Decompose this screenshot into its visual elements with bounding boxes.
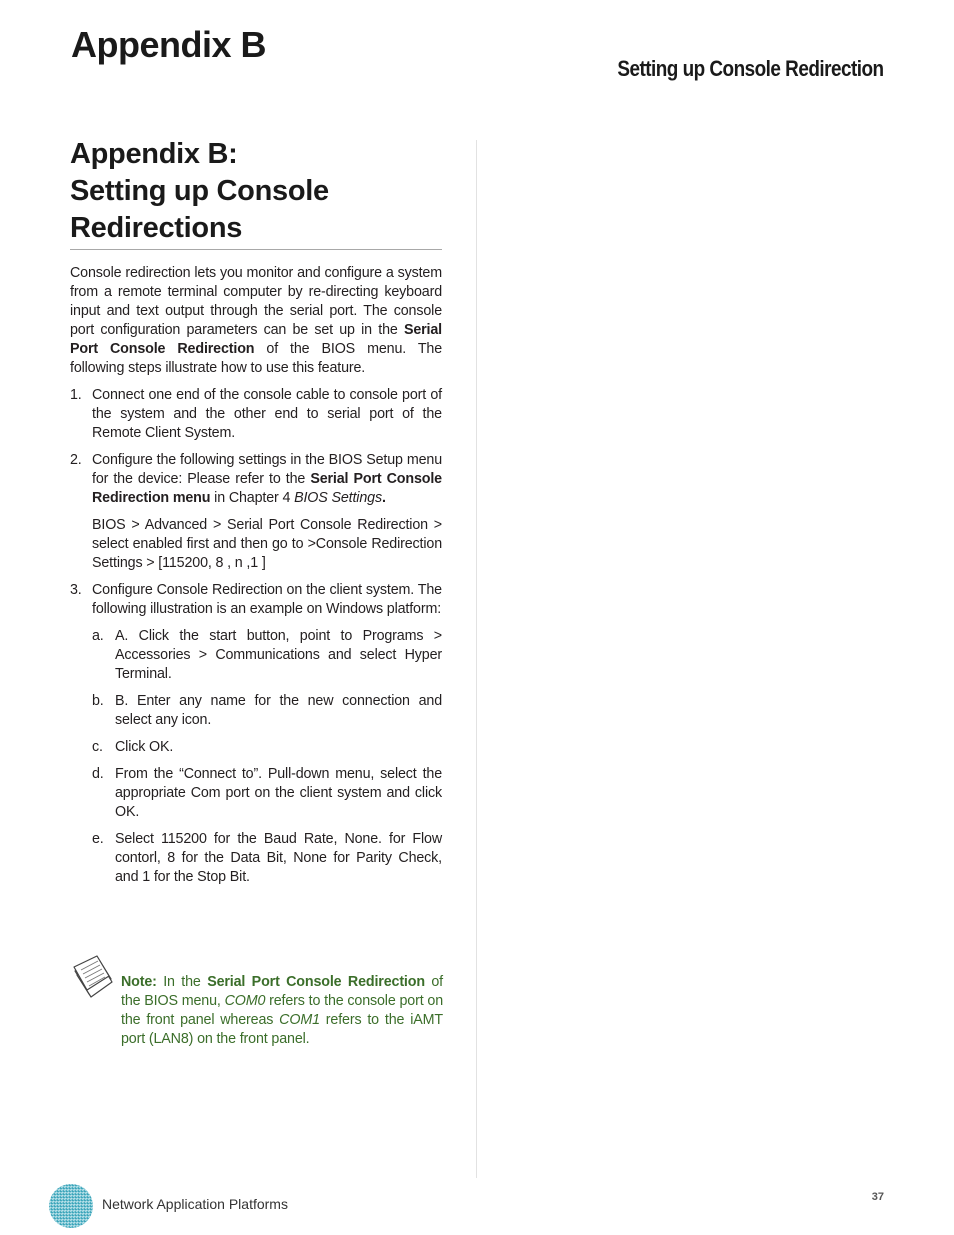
substep-text: A. Click the start button, point to Programs > Accessories > Communications and select Hyper Terminal. [115,628,442,682]
heading-line-1: Appendix B: [70,138,238,170]
step-text-after: . [381,490,386,506]
note-italic-1: COM0 [224,993,266,1009]
step-text [92,451,442,508]
intro-bold: Serial Port Console Redirection [70,322,442,357]
substep-item [92,627,442,684]
note-label: Note: [121,974,157,990]
step-marker: 2. [70,452,82,468]
substep-text: From the “Connect to”. Pull-down menu, select the appropriate Com port on the client system and click OK. [115,766,442,820]
note-text-2: of the BIOS menu, [121,974,443,1009]
intro-text-2: of the BIOS menu. [254,341,407,357]
main-column [70,136,442,895]
note-bold: Serial Port Console Redirection [207,974,425,990]
substep-marker: d. [92,766,104,782]
substeps-list [92,627,442,887]
intro-text-3: The following steps illustrate how to use this feature. [70,341,443,376]
page-number: 37 [871,1191,884,1203]
substep-item [92,830,442,887]
step-bold: Serial Port Console Redirection menu [92,471,442,506]
substep-item [92,692,442,730]
note-box [72,955,444,1055]
chapter-title: Appendix B [71,24,267,65]
substep-marker: b. [92,693,104,709]
substep-marker: c. [92,739,103,755]
substep-text: Select 115200 for the Baud Rate, None. for Flow contorl, 8 for the Data Bit, None for Parity Check, and 1 for the Stop Bit. [115,831,442,885]
step-italic: BIOS Settings [294,490,382,506]
intro-paragraph [70,264,442,378]
section-header: Setting up Console Redirection [617,56,884,81]
step-text-middle: in Chapter 4 [210,490,295,506]
substep-item [92,765,442,822]
substep-item [92,738,442,757]
note-text-4: refers to the iAMT port (LAN8) on the front panel. [121,1012,443,1047]
heading-line-3: Redirections [70,212,243,244]
step-text-before: Configure the following settings in the BIOS Setup menu for the device: Please refer to the [92,452,442,487]
note-paper-icon [72,955,114,999]
heading-line-2: Setting up Console [70,175,329,207]
note-text [121,973,443,1049]
substep-marker: a. [92,628,104,644]
column-divider [476,140,477,1178]
substep-marker: e. [92,831,104,847]
step-item [70,451,442,573]
footer-label: Network Application Platforms [102,1196,288,1212]
step-marker: 1. [70,387,82,403]
steps-list [70,386,442,887]
substep-text: B. Enter any name for the new connection and select any icon. [115,693,442,728]
substep-text: Click OK. [115,739,174,755]
step-text: Configure Console Redirection on the client system. The following illustration is an example on Windows platform: [92,582,442,617]
appendix-heading [70,136,442,250]
note-text-1: In the [156,974,208,990]
step-text: Connect one end of the console cable to console port of the system and the other end to serial port of the Remote Client System. [92,387,442,441]
note-italic-2: COM1 [279,1012,320,1028]
note-text-3: refers to the console port on the front panel whereas [121,993,443,1028]
bios-path: BIOS > Advanced > Serial Port Console Redirection > select enabled first and then go to >Console Redirection Settings > [115200, 8 , n ,1 ] [92,517,442,571]
step-item [70,581,442,887]
intro-text-1: Console redirection lets you monitor and configure a system from a remote terminal computer by re-directing keyboard input and text output through the serial port. The console port configuration parameters can be set up in the [70,265,442,338]
globe-logo-icon [48,1183,94,1229]
step-item [70,386,442,443]
step-marker: 3. [70,582,82,598]
